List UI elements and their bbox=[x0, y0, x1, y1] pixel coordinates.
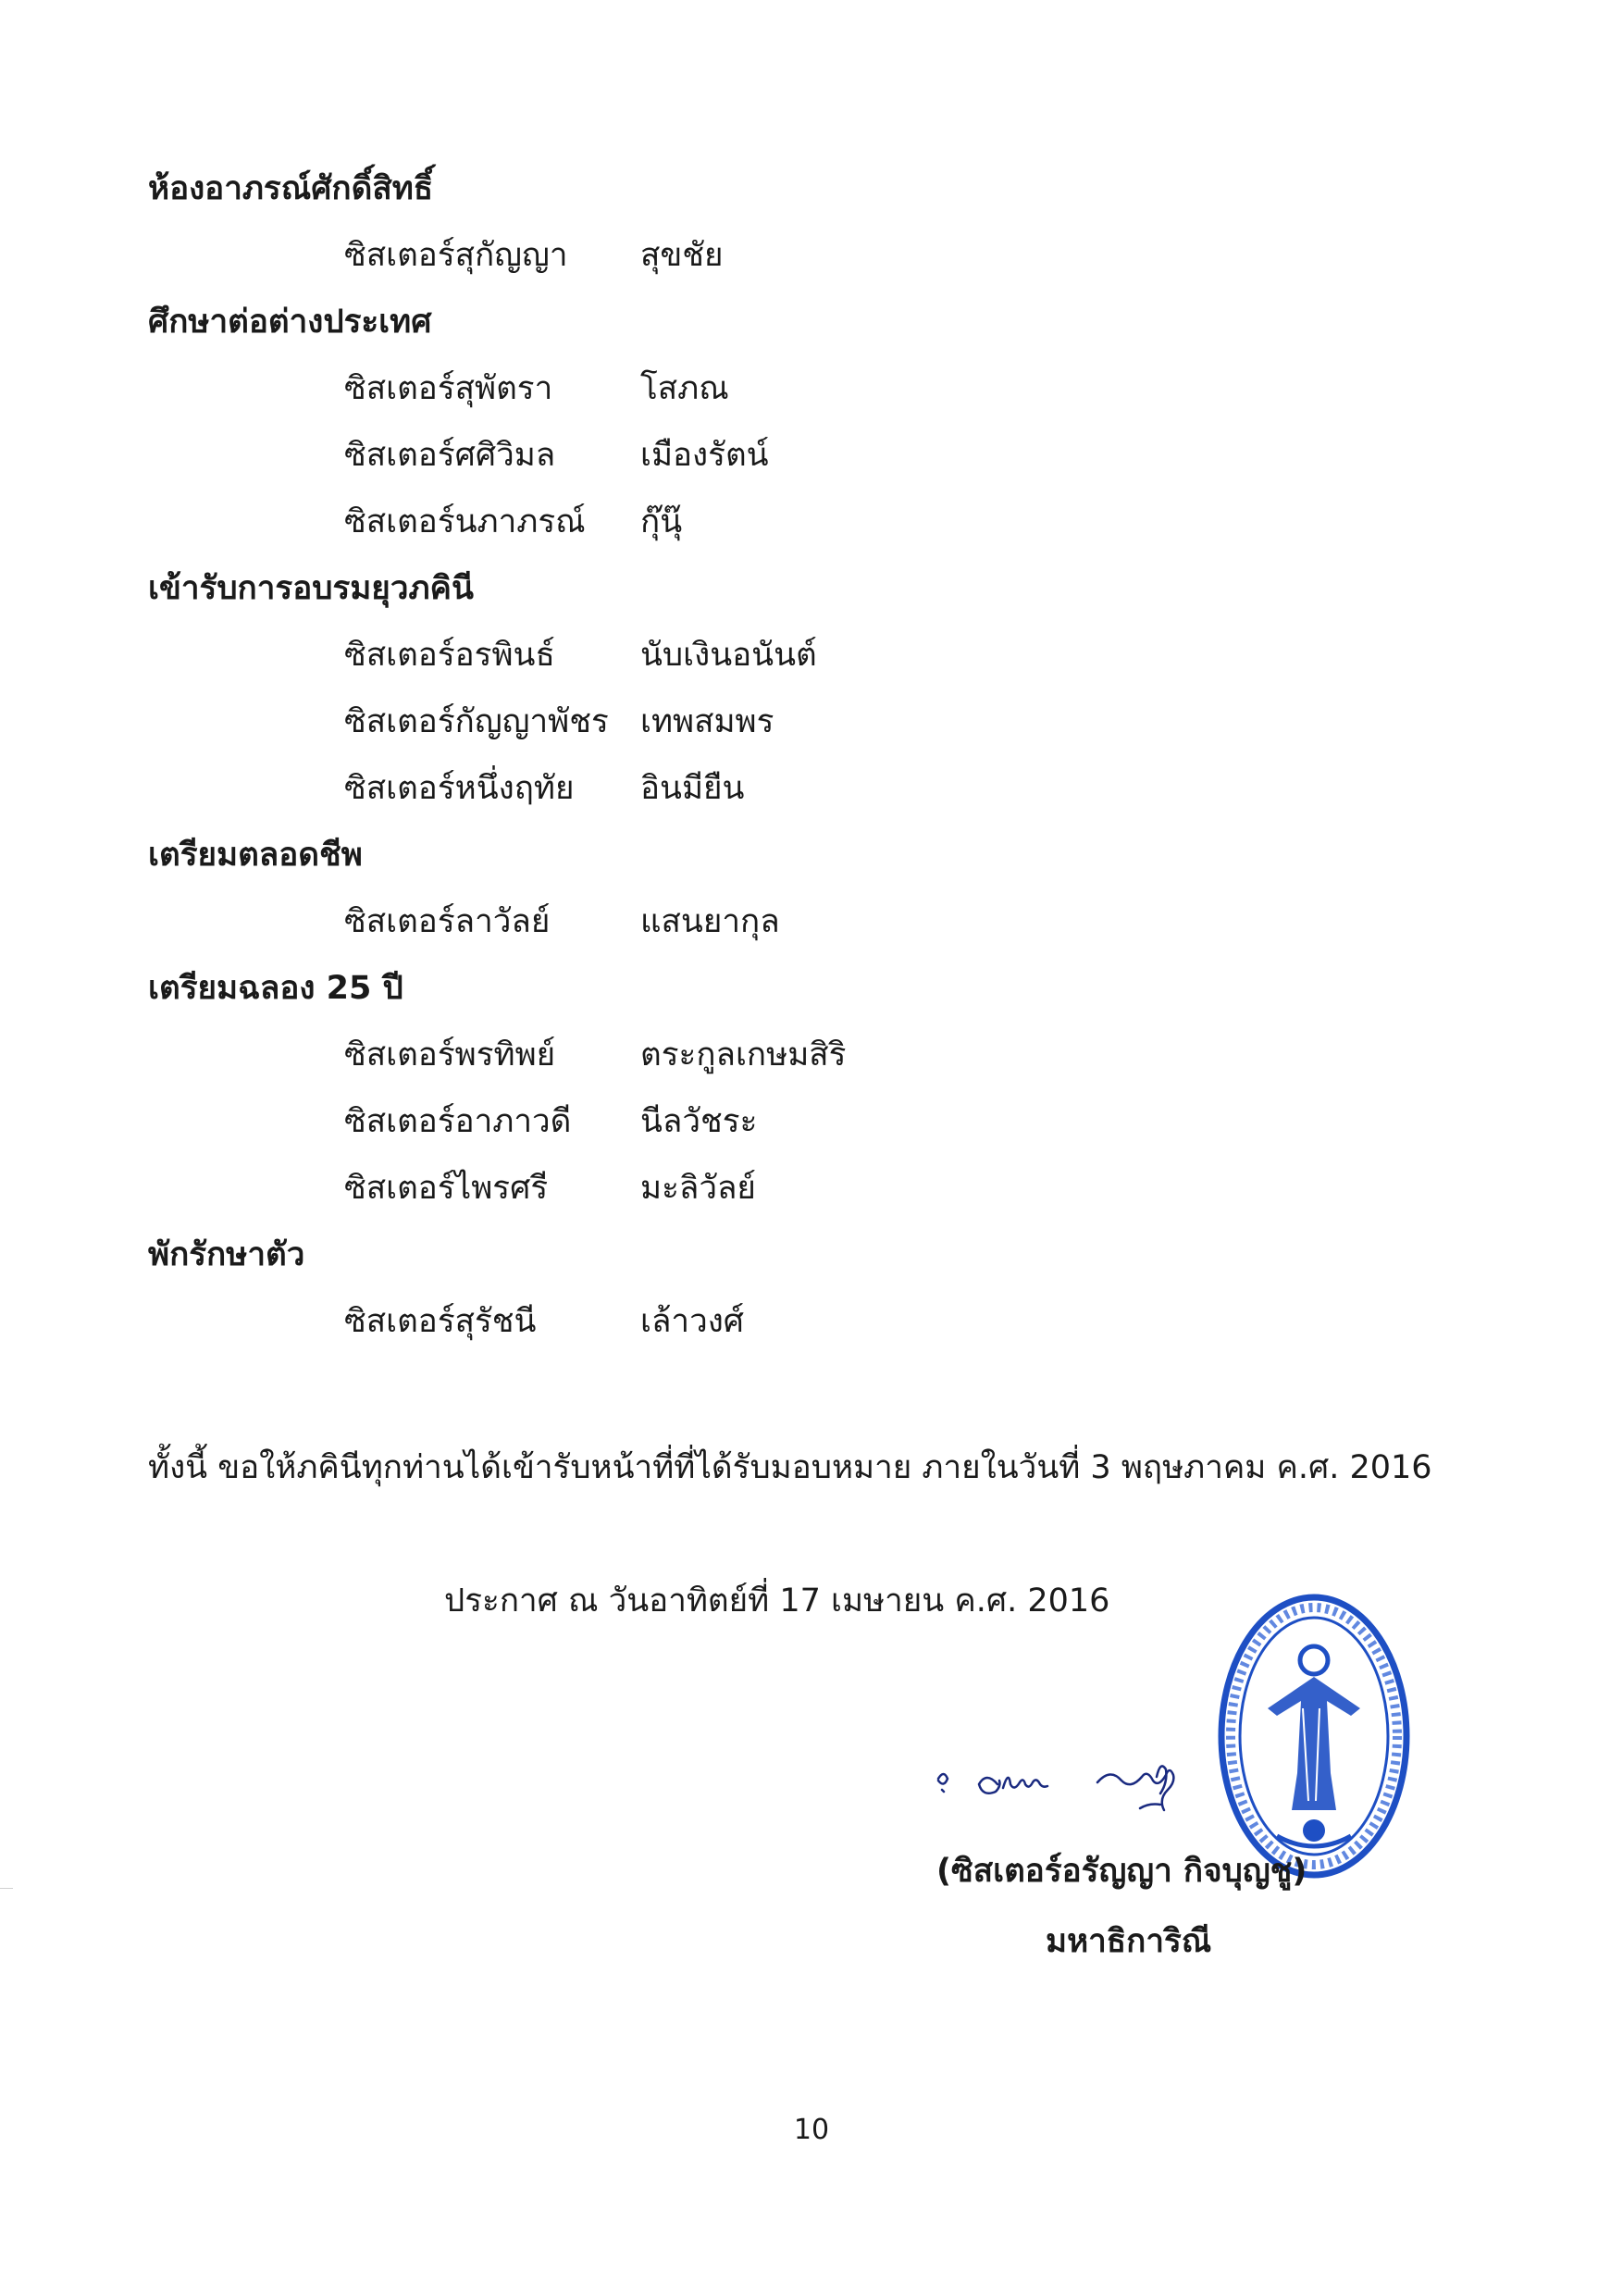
member-name: ซิสเตอร์พรทิพย์ bbox=[344, 1036, 556, 1074]
member-row bbox=[148, 1088, 1481, 1155]
member-name: ซิสเตอร์อาภาวดี bbox=[344, 1103, 572, 1140]
member-name: ซิสเตอร์สุกัญญา bbox=[344, 237, 568, 274]
member-name: ซิสเตอร์ไพรศรี bbox=[344, 1170, 549, 1207]
section-heading: เตรียมตลอดชีพ bbox=[148, 837, 363, 874]
member-surname: มะลิวัลย์ bbox=[640, 1170, 756, 1207]
section-heading: เตรียมฉลอง 25 ปี bbox=[148, 970, 403, 1007]
signer-name: (ซิสเตอร์อรัญญา กิจบุญชู) bbox=[936, 1853, 1307, 1890]
member-name: ซิสเตอร์สุพัตรา bbox=[344, 370, 553, 407]
scan-margin-mark bbox=[0, 1888, 13, 1889]
assignment-list bbox=[148, 155, 1481, 1355]
member-row bbox=[148, 888, 1481, 955]
member-surname: สุขชัย bbox=[640, 237, 724, 274]
section-heading: ห้องอาภรณ์ศักดิ์สิทธิ์ bbox=[148, 170, 434, 207]
member-surname: กุ๊นุ๊ bbox=[640, 503, 683, 540]
member-name: ซิสเตอร์ศศิวิมล bbox=[344, 437, 556, 474]
member-row bbox=[148, 622, 1481, 689]
member-row bbox=[148, 1155, 1481, 1222]
member-surname: นีลวัชระ bbox=[640, 1103, 758, 1140]
announcement-date: ประกาศ ณ วันอาทิตย์ที่ 17 เมษายน ค.ศ. 2016 bbox=[444, 1582, 1110, 1620]
section-heading: พักรักษาตัว bbox=[148, 1236, 305, 1273]
member-surname: เมืองรัตน์ bbox=[640, 437, 769, 474]
member-row bbox=[148, 755, 1481, 822]
member-name: ซิสเตอร์สุรัชนี bbox=[344, 1303, 537, 1340]
member-surname: เล้าวงศ์ bbox=[640, 1303, 745, 1340]
member-row bbox=[148, 222, 1481, 289]
member-surname: อินมียืน bbox=[640, 770, 745, 807]
member-row bbox=[148, 689, 1481, 755]
member-surname: นับเงินอนันต์ bbox=[640, 637, 817, 674]
member-name: ซิสเตอร์กัญญาพัชร bbox=[344, 703, 609, 740]
handwritten-signature bbox=[925, 1740, 1221, 1842]
member-surname: ตระกูลเกษมสิริ bbox=[640, 1036, 847, 1074]
member-name: ซิสเตอร์อรพินธ์ bbox=[344, 637, 555, 674]
member-name: ซิสเตอร์ลาวัลย์ bbox=[344, 903, 551, 940]
member-surname: แสนยากุล bbox=[640, 903, 780, 940]
page-number: 10 bbox=[793, 2114, 830, 2146]
member-surname: โสภณ bbox=[640, 370, 729, 407]
member-name: ซิสเตอร์นภาภรณ์ bbox=[344, 503, 586, 540]
section-heading: ศึกษาต่อต่างประเทศ bbox=[148, 304, 432, 341]
member-surname: เทพสมพร bbox=[640, 703, 774, 740]
member-row bbox=[148, 1022, 1481, 1088]
signer-title: มหาธิการิณี bbox=[1046, 1923, 1212, 1960]
member-name: ซิสเตอร์หนึ่งฤทัย bbox=[344, 770, 575, 807]
closing-statement: ทั้งนี้ ขอให้ภคินีทุกท่านได้เข้ารับหน้าที่ที่ได้รับมอบหมาย ภายในวันที่ 3 พฤษภาคม ค.ศ. 2016 bbox=[148, 1449, 1432, 1486]
section-heading: เข้ารับการอบรมยุวภคินี bbox=[148, 570, 474, 607]
member-row bbox=[148, 489, 1481, 555]
member-row bbox=[148, 1288, 1481, 1355]
member-row bbox=[148, 422, 1481, 489]
member-row bbox=[148, 355, 1481, 422]
